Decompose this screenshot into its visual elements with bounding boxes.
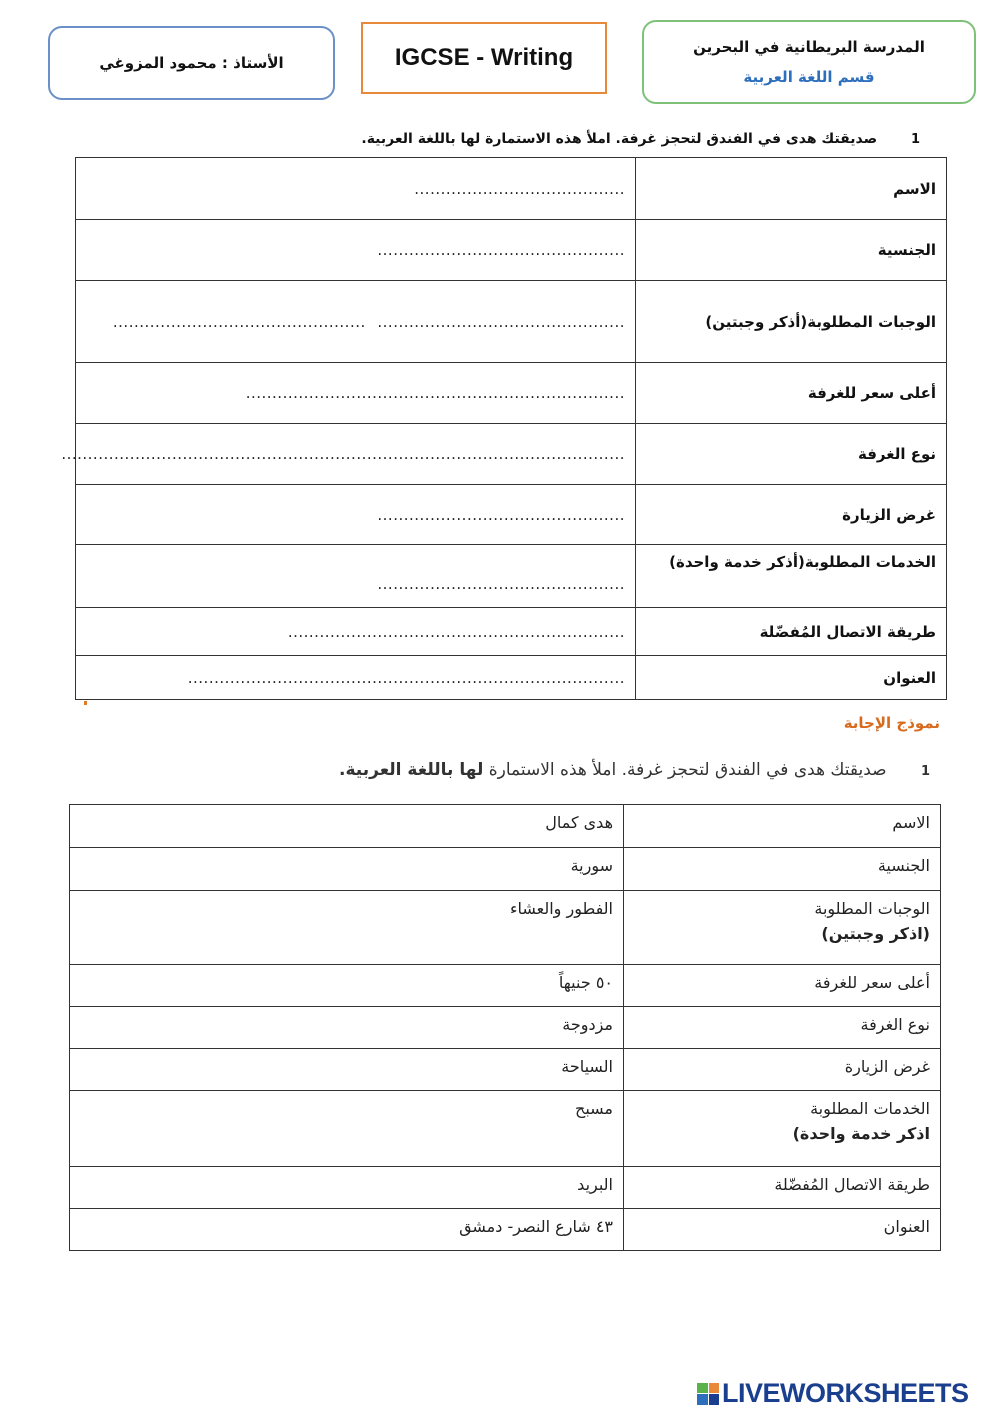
answer-row — [70, 1091, 941, 1167]
teacher-name: الأستاذ : محمود المزوغي — [99, 54, 284, 72]
answer-label-note: (اذكر وجبتين) — [821, 924, 930, 943]
answer-label: طريقة الاتصال المُفضّلة — [624, 1167, 941, 1209]
answer-row — [70, 965, 941, 1007]
form-row — [76, 545, 947, 608]
form-label: الجنسية — [636, 220, 947, 281]
answer-value: هدى كمال — [70, 805, 624, 848]
school-box — [642, 20, 976, 104]
answer-label: الخدمات المطلوبة — [810, 1099, 930, 1118]
answer-value: سورية — [70, 848, 624, 891]
answer-row — [70, 805, 941, 848]
liveworksheets-logo[interactable] — [697, 1378, 969, 1409]
form-label: الوجبات المطلوبة(أذكر وجبتين) — [636, 281, 947, 363]
form-field-name[interactable] — [76, 158, 636, 220]
answer-row — [70, 891, 941, 965]
answer-label: غرض الزيارة — [624, 1049, 941, 1091]
teacher-box — [48, 26, 335, 100]
form-row — [76, 281, 947, 363]
answer-value: مسبح — [70, 1091, 624, 1167]
form-row — [76, 608, 947, 656]
answer-value: البريد — [70, 1167, 624, 1209]
answer-label-cell — [624, 891, 941, 965]
form-label: طريقة الاتصال المُفضّلة — [636, 608, 947, 656]
answer-label-note: اذكر خدمة واحدة) — [792, 1124, 930, 1143]
orange-mark — [84, 701, 87, 705]
model-question-number: 1 — [920, 764, 930, 779]
form-row — [76, 363, 947, 424]
form-label: أعلى سعر للغرفة — [636, 363, 947, 424]
answer-label-cell — [624, 1091, 941, 1167]
form-field-services[interactable] — [76, 545, 636, 608]
form-field-meals[interactable] — [76, 281, 636, 363]
answer-dots: ................................................................ — [287, 622, 625, 641]
answer-label: الاسم — [624, 805, 941, 848]
answer-value: ٥٠ جنيهاً — [70, 965, 624, 1007]
answer-dots: ................................................................................... — [187, 668, 625, 687]
form-label: العنوان — [636, 656, 947, 700]
answer-row — [70, 1049, 941, 1091]
form-label: غرض الزيارة — [636, 485, 947, 545]
question-text: صديقتك هدى في الفندق لتحجز غرفة. املأ هذه الاستمارة لها باللغة العربية. — [361, 131, 878, 147]
answer-label: الجنسية — [624, 848, 941, 891]
answer-label: نوع الغرفة — [624, 1007, 941, 1049]
question-number: 1 — [910, 132, 920, 147]
form-label: الاسم — [636, 158, 947, 220]
answer-dots: ........................................................................ — [245, 384, 625, 402]
answer-value: الفطور والعشاء — [70, 891, 624, 965]
form-field-room-type[interactable] — [61, 424, 636, 485]
answer-dots: ........................................ — [414, 179, 625, 198]
answer-table — [69, 804, 941, 1251]
form-label: الخدمات المطلوبة(أذكر خدمة واحدة) — [636, 545, 947, 608]
answer-dots: ................................................ — [112, 312, 366, 331]
course-title-box — [361, 22, 607, 94]
department-name: قسم اللغة العربية — [743, 68, 875, 86]
form-field-address[interactable] — [76, 656, 636, 700]
logo-icon — [697, 1383, 719, 1405]
form-label: نوع الغرفة — [636, 424, 947, 485]
answer-value: السياحة — [70, 1049, 624, 1091]
answer-dots: ............................................... — [377, 575, 625, 593]
answer-dots: ............................................... — [377, 505, 625, 524]
answer-dots: ............................................... — [377, 312, 625, 331]
form-row — [76, 220, 947, 281]
answer-value: ٤٣ شارع النصر- دمشق — [70, 1209, 624, 1251]
answer-row — [70, 848, 941, 891]
form-field-max-price[interactable] — [76, 363, 636, 424]
answer-label: العنوان — [624, 1209, 941, 1251]
answer-dots: ........................................................................................................... — [61, 445, 625, 463]
form-field-visit-purpose[interactable] — [76, 485, 636, 545]
model-question — [339, 760, 930, 780]
answer-label: الوجبات المطلوبة — [814, 899, 930, 918]
question-1 — [361, 131, 920, 147]
form-row — [76, 656, 947, 700]
answer-dots: ............................................... — [377, 241, 625, 259]
booking-form-table — [61, 157, 947, 700]
school-name: المدرسة البريطانية في البحرين — [693, 38, 925, 56]
model-answer-title: نموذج الإجابة — [843, 714, 940, 732]
course-title: IGCSE - Writing — [394, 44, 574, 71]
model-question-text: صديقتك هدى في الفندق لتحجز غرفة. املأ هذه الاستمارة — [488, 760, 887, 780]
form-row — [76, 485, 947, 545]
form-field-nationality[interactable] — [76, 220, 636, 281]
form-row — [76, 424, 947, 485]
model-question-bold: لها باللغة العربية. — [339, 760, 484, 780]
answer-value: مزدوجة — [70, 1007, 624, 1049]
form-row — [76, 158, 947, 220]
answer-row — [70, 1167, 941, 1209]
answer-label: أعلى سعر للغرفة — [624, 965, 941, 1007]
logo-text: LIVEWORKSHEETS — [722, 1378, 969, 1408]
answer-row — [70, 1209, 941, 1251]
answer-row — [70, 1007, 941, 1049]
form-field-contact-method[interactable] — [76, 608, 636, 656]
